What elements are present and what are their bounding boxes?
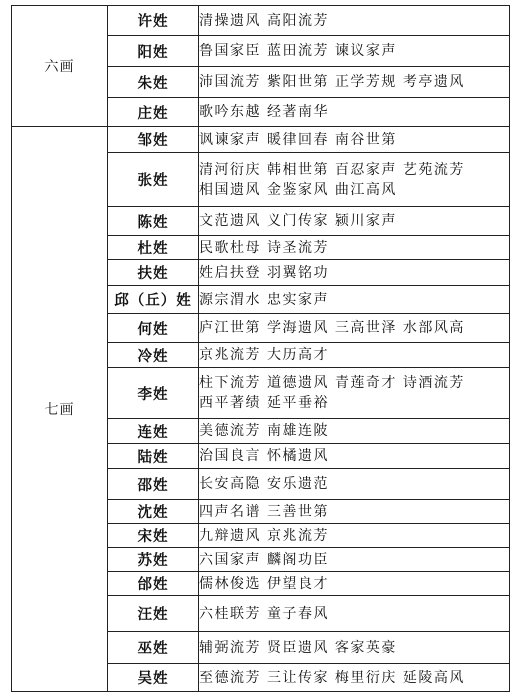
hall-name-cell (199, 36, 510, 67)
hall-name-line: 六桂联芳 童子春风 (199, 605, 329, 622)
hall-name-cell (199, 368, 510, 419)
hall-name-line: 相国遗风 金鉴家风 曲江高风 (199, 181, 397, 198)
hall-name-line: 柱下流芳 道德遗风 青莲奇才 诗酒流芳 (199, 375, 465, 391)
hall-name-cell (199, 419, 510, 444)
hall-name-line: 美德流芳 南雄连陂 (199, 423, 329, 439)
hall-name-line: 九辩遗风 京兆流芳 (199, 527, 329, 544)
hall-name-cell (199, 153, 510, 207)
surname-cell: 苏姓 (108, 548, 199, 572)
surname-cell: 阳姓 (108, 36, 199, 67)
hall-name-cell (199, 286, 510, 314)
surname-cell: 宋姓 (108, 524, 199, 548)
surname-cell: 邹姓 (108, 127, 199, 153)
hall-name-line: 讽谏家声 暖律回春 南谷世第 (199, 131, 397, 148)
hall-name-cell (199, 524, 510, 548)
hall-name-cell (199, 260, 510, 286)
surname-cell: 沈姓 (108, 500, 199, 524)
hall-name-line: 长安高隐 安乐遗范 (199, 476, 329, 492)
hall-name-cell (199, 596, 510, 632)
surname-cell: 李姓 (108, 368, 199, 419)
surname-cell: 张姓 (108, 153, 199, 207)
surname-cell: 邱（丘）姓 (108, 286, 199, 314)
hall-name-line: 源宗渭水 忠实家声 (199, 291, 329, 308)
hall-name-cell (199, 6, 510, 36)
hall-name-line: 四声名谱 三善世第 (199, 503, 329, 520)
hall-name-cell (199, 343, 510, 368)
hall-name-line: 辅弼流芳 贤臣遗风 客家英豪 (199, 639, 397, 656)
surname-cell: 扶姓 (108, 260, 199, 286)
surname-cell: 何姓 (108, 314, 199, 343)
surname-cell: 冷姓 (108, 343, 199, 368)
surname-cell: 汪姓 (108, 596, 199, 632)
hall-name-line: 文范遗风 义门传家 颍川家声 (199, 213, 397, 229)
hall-name-cell (199, 500, 510, 524)
hall-name-line: 西平著绩 延平垂裕 (199, 395, 329, 411)
stroke-count-label: 七画 (12, 127, 108, 692)
hall-name-cell (199, 664, 510, 692)
surname-cell: 连姓 (108, 419, 199, 444)
hall-name-line: 京兆流芳 大历高才 (199, 347, 329, 363)
surname-cell: 邵姓 (108, 469, 199, 500)
hall-name-line: 清河衍庆 韩相世第 百忍家声 艺苑流芳 (199, 161, 465, 178)
hall-name-line: 姓启扶登 羽翼铭功 (199, 264, 329, 281)
hall-name-cell (199, 236, 510, 260)
hall-name-line: 庐江世第 学海遗风 三高世泽 水部风高 (199, 320, 465, 336)
hall-name-cell (199, 67, 510, 98)
surname-row (12, 6, 510, 36)
hall-name-cell (199, 314, 510, 343)
hall-name-cell (199, 444, 510, 469)
surname-cell: 许姓 (108, 6, 199, 36)
hall-name-cell (199, 207, 510, 236)
hall-name-line: 六国家声 麟阁功臣 (199, 551, 329, 568)
surname-cell: 朱姓 (108, 67, 199, 98)
surname-cell: 吴姓 (108, 664, 199, 692)
surname-cell: 陈姓 (108, 207, 199, 236)
surname-hall-table-body (12, 6, 510, 692)
hall-name-cell (199, 548, 510, 572)
hall-name-line: 至德流芳 三让传家 梅里衍庆 延陵高风 (199, 669, 465, 686)
hall-name-cell (199, 572, 510, 596)
hall-name-cell (199, 632, 510, 664)
hall-name-cell (199, 127, 510, 153)
hall-name-cell (199, 98, 510, 127)
hall-name-line: 鲁国家臣 蓝田流芳 谏议家声 (199, 43, 397, 59)
surname-hall-table (11, 5, 510, 692)
hall-name-line: 民歌杜母 诗圣流芳 (199, 239, 329, 256)
surname-cell: 杜姓 (108, 236, 199, 260)
hall-name-line: 沛国流芳 紫阳世第 正学芳规 考亭遗风 (199, 74, 465, 90)
surname-cell: 陆姓 (108, 444, 199, 469)
hall-name-line: 清操遗风 高阳流芳 (199, 12, 329, 29)
stroke-count-label: 六画 (12, 6, 108, 127)
hall-name-line: 儒林俊选 伊望良才 (199, 575, 329, 592)
surname-cell: 邰姓 (108, 572, 199, 596)
hall-name-line: 歌吟东越 经著南华 (199, 104, 329, 120)
surname-cell: 庄姓 (108, 98, 199, 127)
hall-name-line: 治国良言 怀橘遗风 (199, 448, 329, 464)
surname-row (12, 127, 510, 153)
surname-cell: 巫姓 (108, 632, 199, 664)
hall-name-cell (199, 469, 510, 500)
